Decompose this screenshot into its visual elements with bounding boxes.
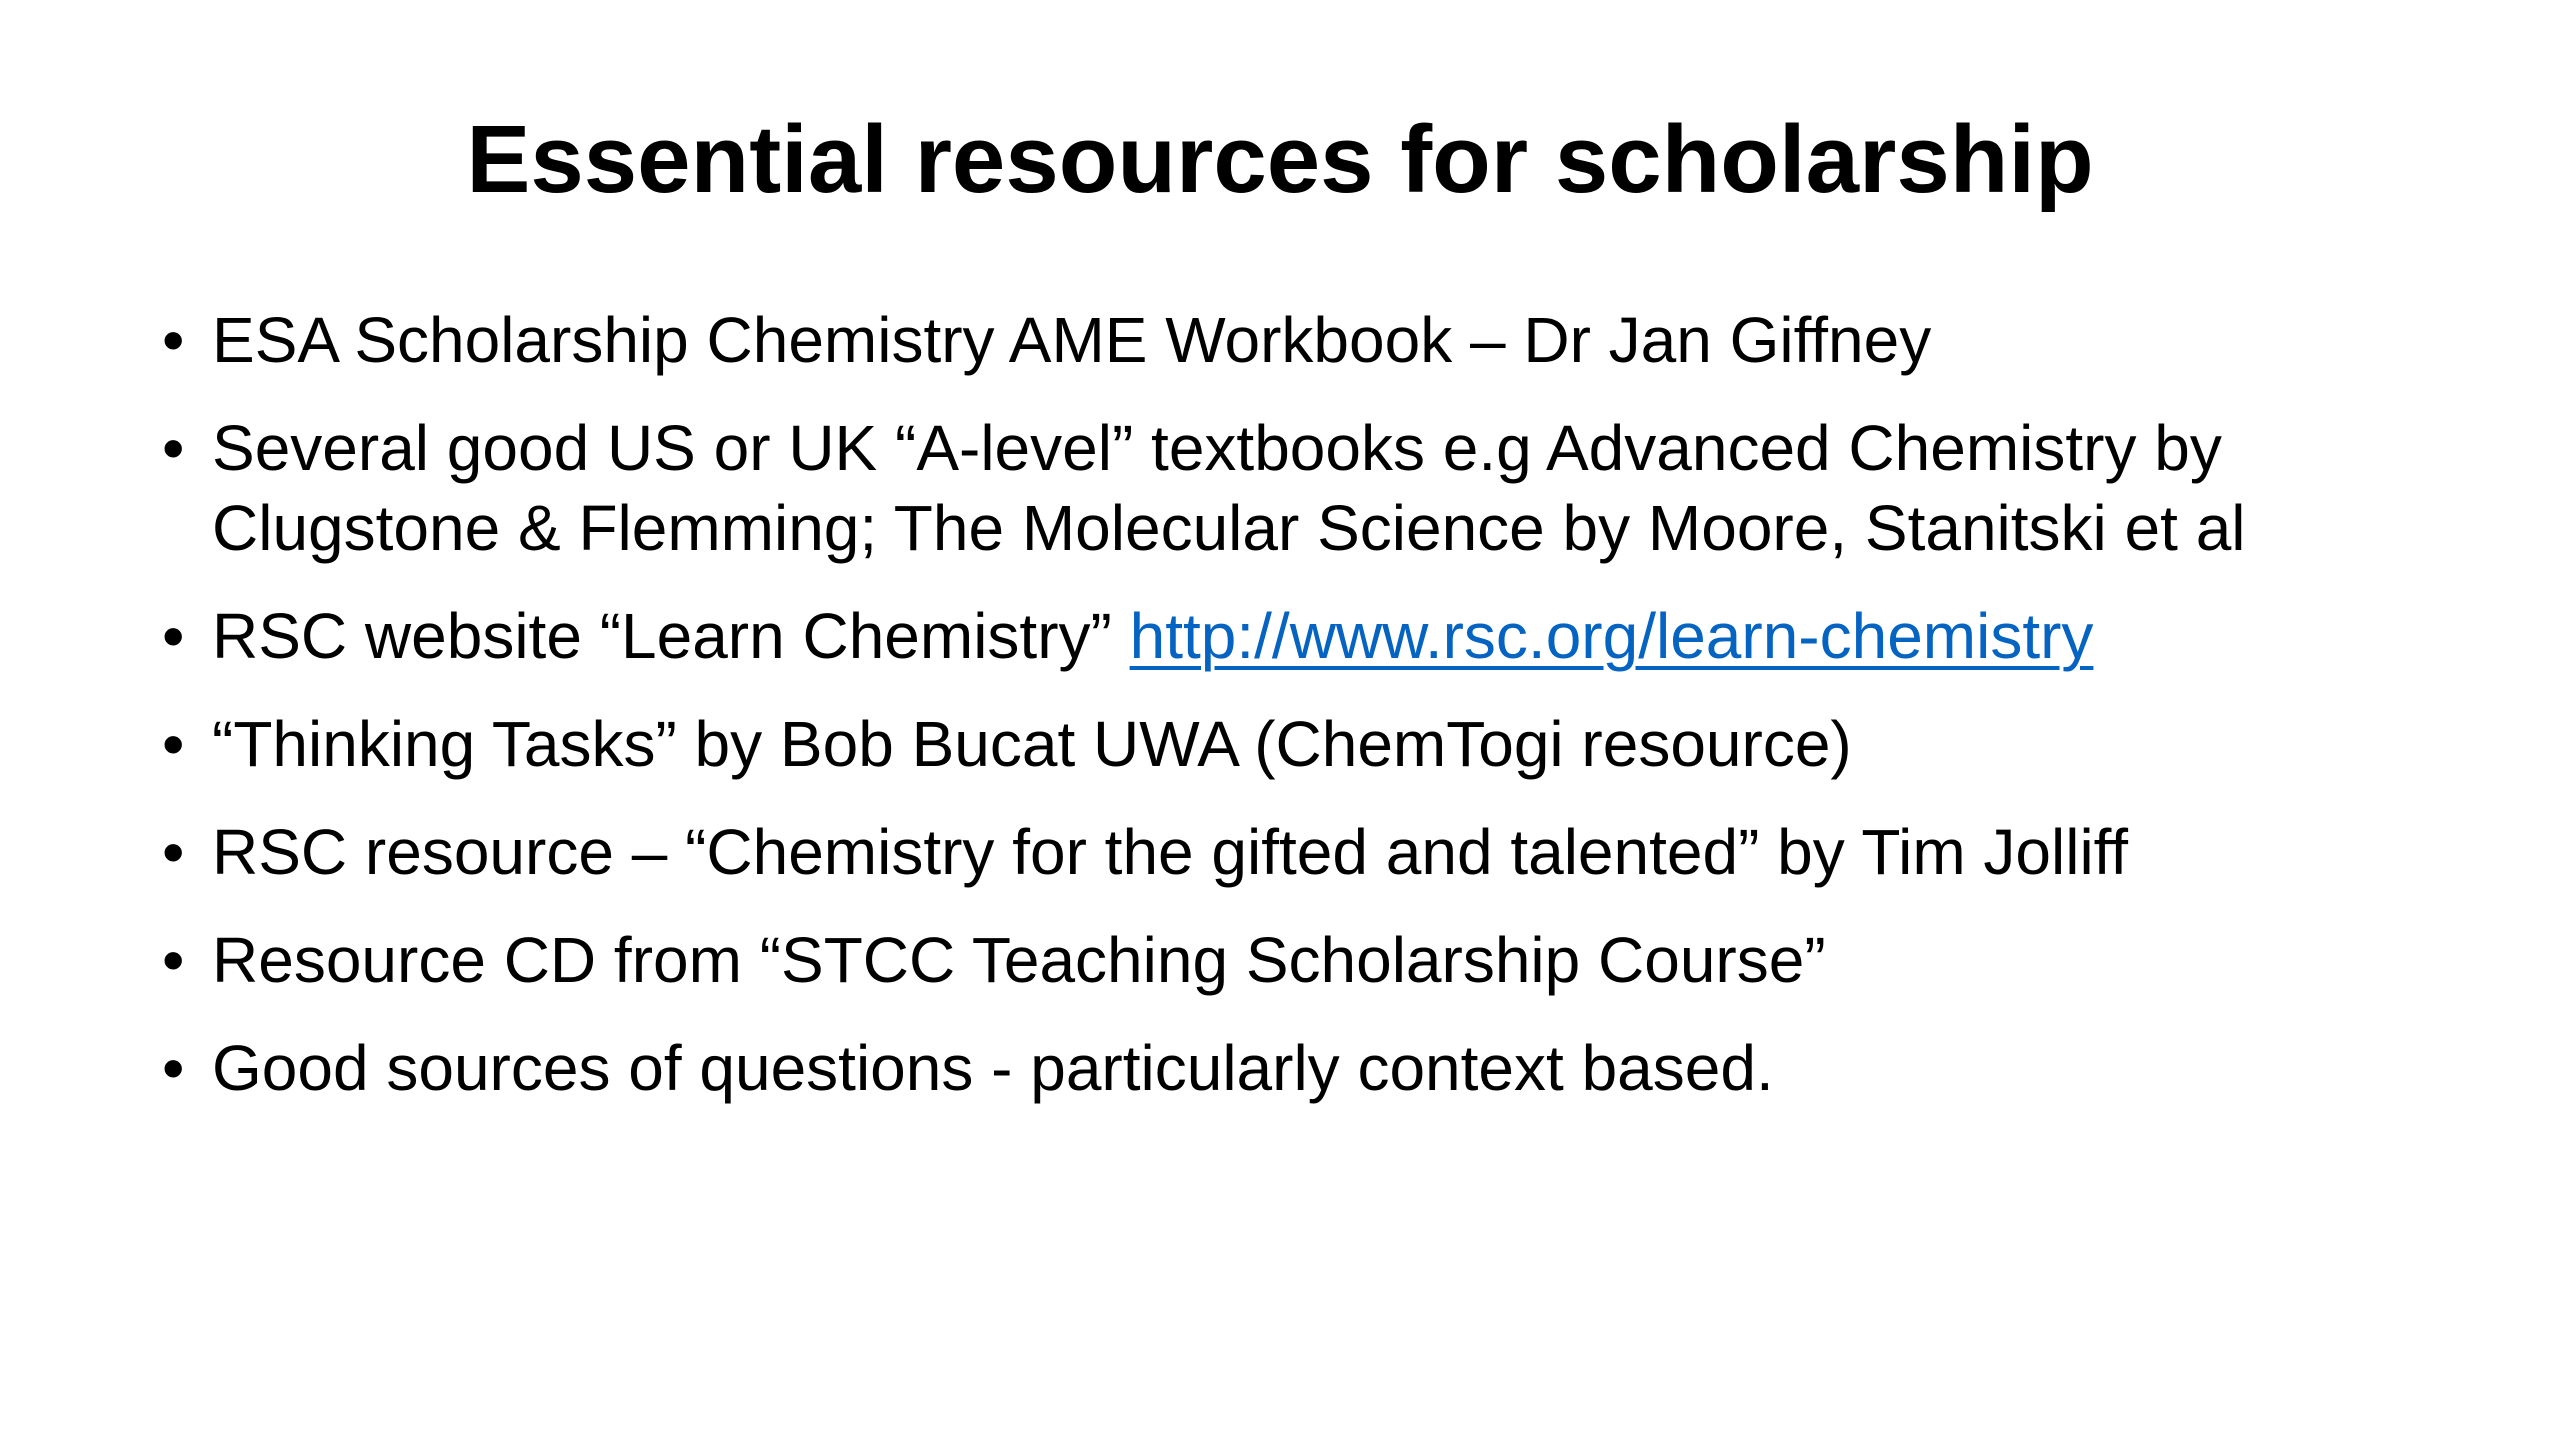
bullet-icon: •	[162, 412, 185, 484]
bullet-item-thinking-tasks	[160, 704, 2420, 784]
bullet-text: Resource CD from “STCC Teaching Scholarship Course”	[212, 924, 1826, 996]
bullet-text: Good sources of questions - particularly context based.	[212, 1032, 1774, 1104]
bullet-item-question-sources	[160, 1028, 2420, 1108]
bullet-text: Several good US or UK “A-level” textbooks e.g Advanced Chemistry by Clugstone & Flemming; The Molecular Science by Moore, Stanitski et al	[212, 412, 2246, 564]
bullet-item-rsc-website	[160, 596, 2420, 676]
slide-title: Essential resources for scholarship	[466, 106, 2094, 213]
bullet-item-workbook	[160, 300, 2420, 380]
bullet-text: RSC website “Learn Chemistry”	[212, 600, 1130, 672]
bullet-text: ESA Scholarship Chemistry AME Workbook – Dr Jan Giffney	[212, 304, 1932, 376]
bullet-item-textbooks	[160, 408, 2420, 568]
bullet-icon: •	[162, 708, 185, 780]
rsc-learn-chemistry-link[interactable]: http://www.rsc.org/learn-chemistry	[1129, 600, 2094, 672]
bullet-item-rsc-resource	[160, 812, 2420, 892]
bullet-item-resource-cd	[160, 920, 2420, 1000]
bullet-icon: •	[162, 304, 185, 376]
bullet-text: “Thinking Tasks” by Bob Bucat UWA (ChemTogi resource)	[212, 708, 1852, 780]
bullet-icon: •	[162, 816, 185, 888]
bullet-icon: •	[162, 924, 185, 996]
bullet-icon: •	[162, 1032, 185, 1104]
bullet-list	[160, 300, 2420, 1136]
bullet-icon: •	[162, 600, 185, 672]
bullet-text: RSC resource – “Chemistry for the gifted and talented” by Tim Jolliff	[212, 816, 2129, 888]
